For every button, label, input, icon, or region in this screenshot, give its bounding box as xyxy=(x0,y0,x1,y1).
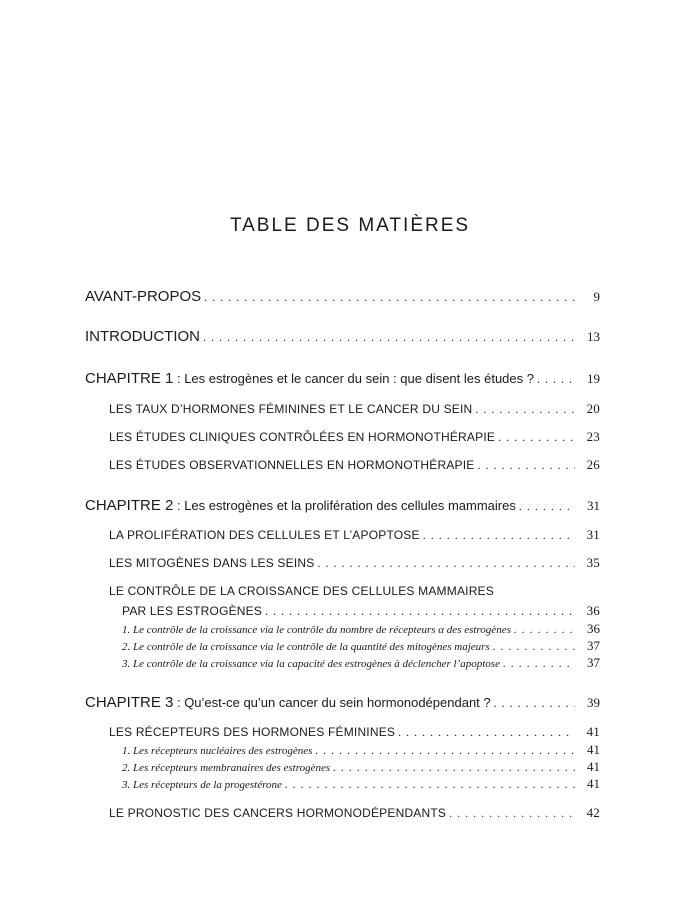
page-title: TABLE DES MATIÈRES xyxy=(229,215,471,236)
dot-leader xyxy=(203,330,575,345)
toc-entry-label: 1. Les récepteurs nucléaires des estrogènes xyxy=(122,745,313,757)
toc-entry-section-line1[interactable]: LE CONTRÔLE DE LA CROISSANCE DES CELLULES MAMMAIRES xyxy=(109,584,494,598)
dot-leader xyxy=(475,402,575,417)
toc-page-number: 9 xyxy=(593,289,600,304)
dot-leader xyxy=(317,556,575,571)
dot-leader xyxy=(537,372,575,387)
toc-entry-label: LA PROLIFÉRATION DES CELLULES ET L’APOPTOSE xyxy=(109,528,420,542)
chapter-subtitle: : Les estrogènes et la prolifération des cellules mammaires xyxy=(173,498,516,513)
dot-leader xyxy=(204,290,575,305)
toc-page-number: 23 xyxy=(586,429,600,444)
toc-entry-label: 3. Les récepteurs de la progestérone xyxy=(122,779,282,791)
toc-page-number: 37 xyxy=(587,638,600,653)
toc-page-number: 13 xyxy=(587,329,600,344)
chapter-subtitle: : Qu’est-ce qu’un cancer du sein hormonodépendant ? xyxy=(173,695,491,710)
dot-leader xyxy=(493,639,575,654)
toc-entry-label: AVANT-PROPOS xyxy=(85,288,202,305)
dot-leader xyxy=(519,499,575,514)
toc-entry-label: LES ÉTUDES CLINIQUES CONTRÔLÉES EN HORMONOTHÉRAPIE xyxy=(109,430,496,444)
toc-entry-section[interactable] xyxy=(109,805,600,821)
toc-entry-label: LES ÉTUDES OBSERVATIONNELLES EN HORMONOTHÉRAPIE xyxy=(109,458,475,472)
toc-entry-section[interactable] xyxy=(109,457,600,473)
dot-leader xyxy=(265,604,575,619)
toc-entry-chapter-1[interactable] xyxy=(85,370,600,387)
chapter-label: CHAPITRE 3 xyxy=(85,694,174,711)
dot-leader xyxy=(333,760,575,775)
dot-leader xyxy=(494,696,575,711)
toc-entry-section[interactable] xyxy=(122,603,600,619)
dot-leader xyxy=(423,528,575,543)
toc-entry-avant-propos[interactable] xyxy=(85,288,600,305)
toc-page-number: 37 xyxy=(587,655,600,670)
toc-entry-label: LES RÉCEPTEURS DES HORMONES FÉMININES xyxy=(109,725,396,739)
toc-entry-section[interactable] xyxy=(109,724,600,740)
toc-entry-label: LES TAUX D’HORMONES FÉMININES ET LE CANCER DU SEIN xyxy=(109,402,473,416)
dot-leader xyxy=(503,656,575,671)
dot-leader xyxy=(449,806,575,821)
dot-leader xyxy=(477,458,575,473)
toc-page-number: 19 xyxy=(587,371,600,386)
toc-entry-section[interactable] xyxy=(109,527,600,543)
toc-page-number: 41 xyxy=(587,776,600,791)
toc-entry-label: 3. Le contrôle de la croissance via la capacité des estrogènes à déclencher l’apoptose xyxy=(122,658,500,670)
toc-page-number: 31 xyxy=(586,527,600,542)
toc-entry-label xyxy=(85,497,516,514)
toc-page-number: 36 xyxy=(587,621,600,636)
dot-leader xyxy=(398,725,575,740)
toc-page-number: 41 xyxy=(587,742,600,757)
chapter-subtitle: : Les estrogènes et le cancer du sein : que disent les études ? xyxy=(173,371,534,386)
toc-entry-section[interactable] xyxy=(109,401,600,417)
toc-entry-section[interactable] xyxy=(109,555,600,571)
toc-entry-label xyxy=(85,370,534,387)
toc-entry-label: LES MITOGÈNES DANS LES SEINS xyxy=(109,556,315,570)
toc-page-number: 42 xyxy=(586,805,600,820)
toc-entry-label: INTRODUCTION xyxy=(85,328,200,345)
dot-leader xyxy=(285,777,575,792)
toc-page-number: 39 xyxy=(587,695,600,710)
toc-entry-introduction[interactable] xyxy=(85,328,600,345)
toc-entry-subsection[interactable] xyxy=(122,759,600,775)
toc-page-number: 41 xyxy=(586,724,600,739)
dot-leader xyxy=(498,430,575,445)
toc-entry-section[interactable] xyxy=(109,429,600,445)
toc-entry-chapter-3[interactable] xyxy=(85,694,600,711)
toc-entry-subsection[interactable] xyxy=(122,742,600,758)
toc-entry-subsection[interactable] xyxy=(122,638,600,654)
toc-entry-label xyxy=(85,694,491,711)
toc-page-number: 20 xyxy=(586,401,600,416)
toc-page-number: 35 xyxy=(586,555,600,570)
chapter-label: CHAPITRE 1 xyxy=(85,370,174,387)
toc-entry-subsection[interactable] xyxy=(122,776,600,792)
toc-entry-chapter-2[interactable] xyxy=(85,497,600,514)
toc-entry-label: PAR LES ESTROGÈNES xyxy=(122,604,263,618)
toc-entry-subsection[interactable] xyxy=(122,621,600,637)
toc-entry-subsection[interactable] xyxy=(122,655,600,671)
dot-leader xyxy=(315,743,575,758)
toc-page-number: 26 xyxy=(586,457,600,472)
toc-entry-label: 1. Le contrôle de la croissance via le contrôle du nombre de récepteurs α des estrogènes xyxy=(122,624,511,636)
toc-entry-label: 2. Le contrôle de la croissance via le contrôle de la quantité des mitogènes majeurs xyxy=(122,641,490,653)
toc-page-number: 31 xyxy=(587,498,600,513)
toc-entry-label: LE PRONOSTIC DES CANCERS HORMONODÉPENDANTS xyxy=(109,806,447,820)
toc-entry-label: 2. Les récepteurs membranaires des estrogènes xyxy=(122,762,331,774)
toc-page-number: 41 xyxy=(587,759,600,774)
dot-leader xyxy=(514,622,575,637)
chapter-label: CHAPITRE 2 xyxy=(85,497,174,514)
toc-page-number: 36 xyxy=(586,603,600,618)
